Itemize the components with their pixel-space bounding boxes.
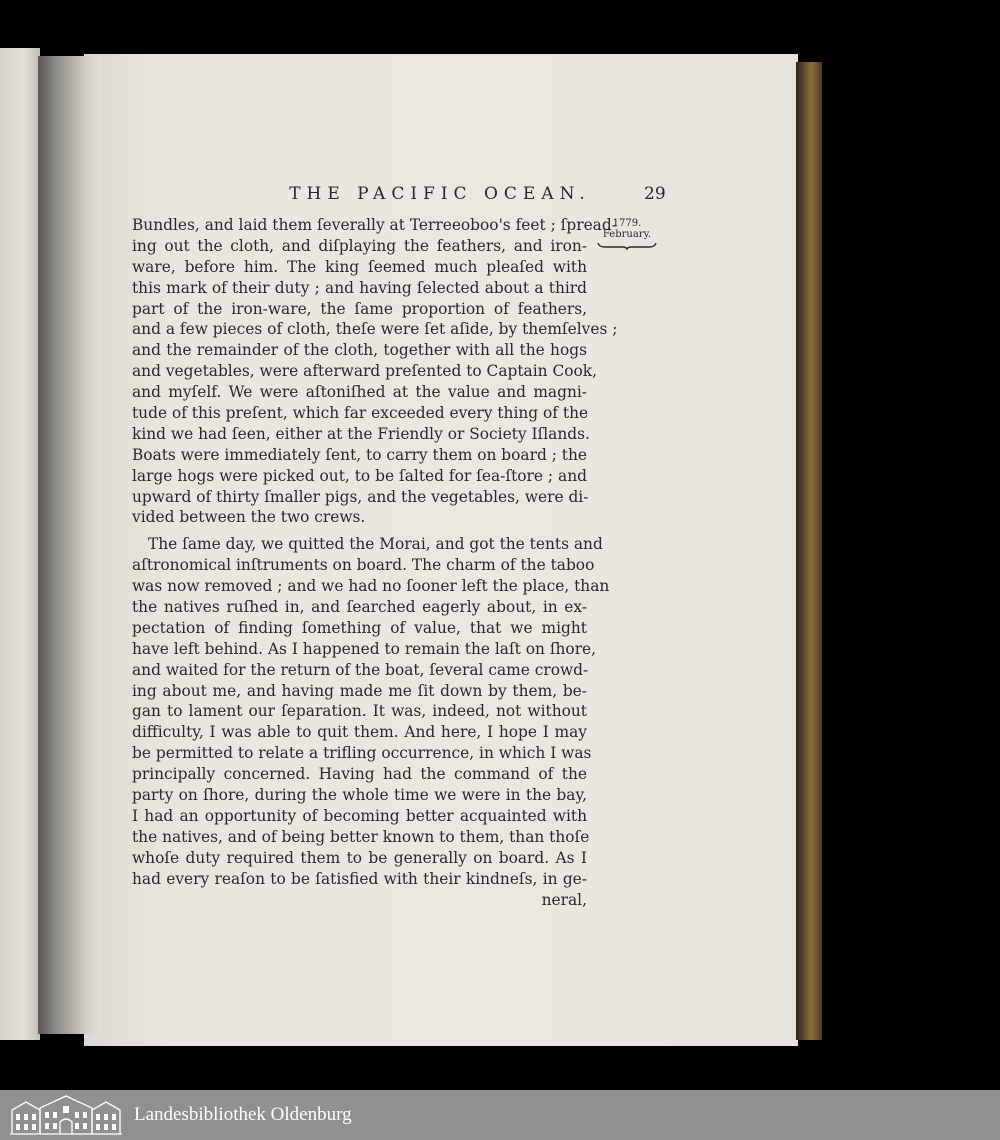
text-line: the natives, and of being better known to them, than thoſe [132,827,590,846]
text-line: whoſe duty required them to be generally on board. As I [132,848,587,867]
text-line: pectation of finding ſomething of value, that we might [132,618,587,637]
catchword: neral, [541,890,587,909]
text-line: have left behind. As I happened to remain the laſt on ſhore, [132,639,597,658]
text-line: and the remainder of the cloth, together with all the hogs [132,341,587,360]
running-head: THE PACIFIC OCEAN. [289,184,591,204]
text-line: ing about me, and having made me ſit down by them, be- [132,681,587,700]
text-line: and vegetables, were afterward preſented to Captain Cook, [132,362,597,381]
text-line: difficulty, I was able to quit them. And here, I hope I may [132,723,587,742]
text-line: kind we had ſeen, either at the Friendly or Society Iſlands. [132,424,590,443]
text-line: party on ſhore, during the whole time we were in the bay, [132,786,587,805]
text-line: and myſelf. We were aſtoniſhed at the value and magni- [132,383,587,402]
text-line: upward of thirty ſmaller pigs, and the vegetables, were di- [132,487,589,506]
text-line: had every reaſon to be ſatisfied with their kindneſs, in ge- [132,869,587,888]
library-building-icon[interactable] [8,1094,124,1136]
margin-note-month: February. [602,229,652,240]
book-page [84,54,798,1046]
text-line: be permitted to relate a trifling occurrence, in which I was [132,744,592,763]
left-page-edge [0,48,40,1040]
cover-edge [796,62,822,1040]
text-line: part of the iron-ware, the ſame proportion of feathers, [132,299,587,318]
margin-note-year: 1779. [612,218,642,229]
footer-bar [0,1090,1000,1140]
text-line: ing out the cloth, and diſplaying the feathers, and iron- [132,236,587,255]
body-text [132,215,618,910]
text-line: I had an opportunity of becoming better acquainted with [132,806,587,825]
text-line: Bundles, and laid them ſeverally at Terreeoboo's feet ; ſpread- [132,216,617,234]
text-line: vided between the two crews. [132,508,366,527]
paragraph-1 [132,215,618,528]
text-line: Boats were immediately ſent, to carry them on board ; the [132,445,587,464]
text-line: large hogs were picked out, to be ſalted for ſea-ſtore ; and [132,466,587,485]
text-line: gan to lament our ſeparation. It was, indeed, not without [132,702,587,721]
paragraph-2 [132,534,610,910]
text-line: The ſame day, we quitted the Morai, and got the tents and [148,535,603,554]
gutter-shadow [38,56,100,1034]
text-line: was now removed ; and we had no ſooner left the place, than [132,577,610,596]
text-line: ware, before him. The king ſeemed much pleaſed with [132,257,587,276]
text-line: aſtronomical inſtruments on board. The charm of the taboo [132,556,595,575]
text-line: the natives ruſhed in, and ſearched eagerly about, in ex- [132,598,587,617]
text-line: and waited for the return of the boat, ſeveral came crowd- [132,660,589,679]
text-line: and a few pieces of cloth, theſe were ſet aſide, by themſelves ; [132,320,618,339]
text-line: tude of this preſent, which far exceeded every thing of the [132,404,589,423]
page-number: 29 [644,184,666,204]
brace-icon [597,242,657,250]
library-name[interactable]: Landesbibliothek Oldenburg [134,1104,352,1125]
text-line: this mark of their duty ; and having ſelected about a third [132,278,587,297]
text-line: principally concerned. Having had the command of the [132,765,587,784]
